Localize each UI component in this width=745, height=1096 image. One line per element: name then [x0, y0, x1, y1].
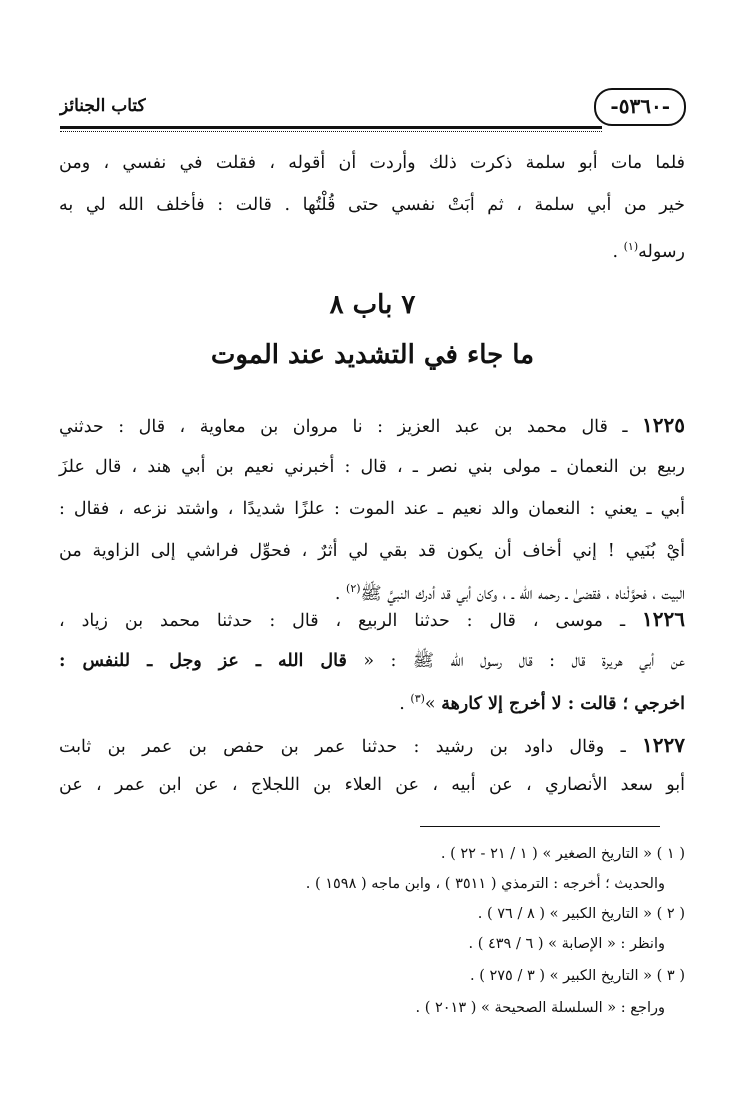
text-span: ـ وقال داود بن رشيد : حدثنا عمر بن حفص بن عمر بن ثابت: [59, 737, 643, 757]
footnote: والحديث ؛ أخرجه : الترمذي ( ٣٥١١ ) ، وابن ماجه ( ١٥٩٨ ) .: [305, 876, 665, 892]
page-number: -٥٣٦٠-: [594, 88, 686, 126]
footnote-ref: (١): [623, 240, 639, 253]
header-rule: [60, 126, 602, 129]
hadith-line: [59, 648, 685, 674]
page-header: [60, 82, 686, 130]
hadith-number: ١٢٢٦: [642, 607, 685, 631]
text-line: أبو سعد الأنصاري ، عن أبيه ، عن العلاء بن اللجلاج ، عن ابن عمر ، عن: [59, 775, 685, 795]
text-span: .: [612, 241, 624, 262]
text-span: ـ موسى ، قال : حدثنا الربيع ، قال : حدثنا محمد بن زياد ،: [59, 611, 643, 631]
text-line: أيْ بُنَيي ! إني أخاف أن يكون قد بقي لي أثرٌ ، فحوِّل فراشي إلى الزاوية من: [59, 541, 685, 561]
footnote-ref: (٢): [346, 582, 361, 595]
footnote-ref: (٣): [410, 692, 425, 705]
hadith-line: [59, 412, 685, 440]
running-title: كتاب الجنائز: [60, 96, 146, 116]
hadith-number: ١٢٢٧: [642, 733, 685, 757]
hadith-line: [59, 606, 685, 634]
text-line: فلما مات أبو سلمة ذكرت ذلك وأردت أن أقوله ، فقلت في نفسي ، ومن: [59, 153, 685, 173]
text-span: »: [424, 693, 442, 714]
bold-text: قال الله ـ عز وجل ـ للنفس :: [59, 651, 347, 671]
text-span: عن أبي هريرة قال : قال رسول الله ﷺ : «: [346, 651, 685, 671]
text-span: .: [399, 693, 411, 714]
footnote-rule: [420, 826, 660, 827]
hadith-line: [59, 732, 685, 760]
bold-text: اخرجي ؛ قالت : لا أخرج إلا كارهة: [441, 693, 685, 714]
chapter-title: ما جاء في التشديد عند الموت: [210, 340, 535, 370]
hadith-line: [59, 686, 685, 717]
chapter-number: ٧ باب ٨: [329, 290, 416, 320]
footnote: ( ١ ) « التاريخ الصغير » ( ١ / ٢١ - ٢٢ ) .: [440, 846, 685, 862]
footnote: ( ٢ ) « التاريخ الكبير » ( ٨ / ٧٦ ) .: [477, 906, 685, 922]
text-span: .: [334, 583, 347, 604]
hadith-number: ١٢٢٥: [642, 413, 685, 437]
header-dotted-rule: [60, 131, 602, 132]
text-line: أبي ـ يعني : النعمان والد نعيم ـ عند الموت : علزًا شديدًا ، واشتد نزعه ، فقال :: [59, 499, 685, 519]
text-span: ـ قال محمد بن عبد العزيز : نا مروان بن معاوية ، قال : حدثني: [59, 417, 643, 437]
text-line: [59, 576, 685, 607]
text-line: ربيع بن النعمان ـ مولى بني نصر ـ ، قال : أخبرني نعيم بن أبي هند ، قال علزَ: [59, 457, 685, 477]
text-line: [59, 234, 685, 265]
text-line: خير من أبي سلمة ، ثم أبَتْ نفسي حتى قُلْتُها . قالت : فأخلف الله لي به: [59, 195, 685, 215]
text-span: رسوله: [638, 241, 685, 262]
footnote: وانظر : « الإصابة » ( ٦ / ٤٣٩ ) .: [468, 936, 665, 952]
text-span: البيت ، فحوَّلْناه ، فقضىٰ ـ رحمه الله ـ ، وكان أبي قد أدرك النبيَّ ﷺ: [360, 583, 685, 604]
footnote: وراجع : « السلسلة الصحيحة » ( ٢٠١٣ ) .: [415, 1000, 665, 1016]
footnote: ( ٣ ) « التاريخ الكبير » ( ٣ / ٢٧٥ ) .: [469, 968, 685, 984]
